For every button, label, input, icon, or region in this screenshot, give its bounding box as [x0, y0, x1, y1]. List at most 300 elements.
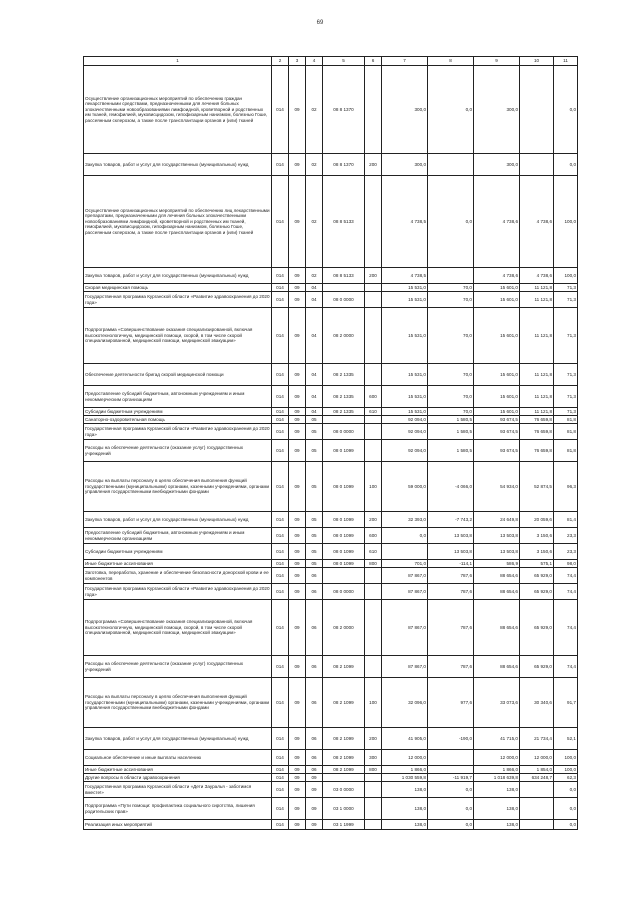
- table-cell: [323, 568, 365, 584]
- table-cell: 300,0: [382, 154, 428, 176]
- table-cell: -4 066,0: [428, 462, 474, 512]
- row-description: Расходы на обеспечение деятельности (оказание услуг) государственных учреждений: [84, 440, 272, 462]
- table-cell: 100: [365, 462, 382, 512]
- table-cell: 138,0: [474, 798, 520, 820]
- table-cell: 014: [272, 782, 289, 798]
- table-cell: 09: [306, 782, 323, 798]
- table-cell: 30 340,6: [520, 678, 554, 728]
- table-row: [84, 416, 578, 424]
- table-cell: 09: [289, 292, 306, 308]
- table-cell: 787,6: [428, 656, 474, 678]
- table-cell: 014: [272, 528, 289, 544]
- table-cell: 70,0: [428, 292, 474, 308]
- table-cell: 15 601,0: [474, 364, 520, 386]
- table-cell: 4 738,5: [382, 176, 428, 268]
- table-cell: 08 0 1099: [323, 528, 365, 544]
- table-cell: 92 094,0: [382, 424, 428, 440]
- table-row: [84, 678, 578, 728]
- table-cell: 12 000,0: [382, 750, 428, 766]
- row-description: Другие вопросы в области здравоохранения: [84, 774, 272, 782]
- table-cell: [365, 66, 382, 154]
- table-cell: 33 073,6: [474, 678, 520, 728]
- table-cell: 0,0: [428, 66, 474, 154]
- table-cell: [365, 600, 382, 656]
- table-row: [84, 462, 578, 512]
- col-header: 6: [365, 57, 382, 66]
- col-header: 8: [428, 57, 474, 66]
- table-row: [84, 268, 578, 284]
- table-row: [84, 386, 578, 408]
- table-cell: 06: [306, 600, 323, 656]
- table-row: [84, 766, 578, 774]
- row-description: Скорая медицинская помощь: [84, 284, 272, 292]
- table-cell: 014: [272, 284, 289, 292]
- table-cell: 08 0 1099: [323, 544, 365, 560]
- table-cell: 23,3: [554, 544, 578, 560]
- table-cell: 138,0: [382, 820, 428, 830]
- table-cell: [520, 782, 554, 798]
- table-cell: 09: [289, 462, 306, 512]
- table-cell: [323, 774, 365, 782]
- col-header: 10: [520, 57, 554, 66]
- table-cell: 787,6: [428, 568, 474, 584]
- table-cell: 15 601,0: [474, 284, 520, 292]
- table-cell: 08 2 1099: [323, 656, 365, 678]
- row-description: Государственная программа Курганской области «Развитие здравоохранения до 2020 года»: [84, 292, 272, 308]
- table-cell: [365, 284, 382, 292]
- table-cell: 09: [289, 416, 306, 424]
- table-cell: 0,0: [428, 820, 474, 830]
- table-cell: 014: [272, 440, 289, 462]
- table-cell: 100: [365, 678, 382, 728]
- col-header: 7: [382, 57, 428, 66]
- table-cell: [382, 544, 428, 560]
- table-cell: 1 866,0: [474, 766, 520, 774]
- table-cell: 74,4: [554, 656, 578, 678]
- table-cell: 06: [306, 568, 323, 584]
- table-cell: 09: [289, 308, 306, 364]
- table-cell: 65 929,0: [520, 656, 554, 678]
- row-description: Закупка товаров, работ и услуг для государственных (муниципальных) нужд: [84, 728, 272, 750]
- table-cell: 15 531,0: [382, 284, 428, 292]
- table-cell: 08 2 1335: [323, 386, 365, 408]
- table-cell: 600: [365, 386, 382, 408]
- table-cell: -7 743,2: [428, 512, 474, 528]
- table-cell: 014: [272, 364, 289, 386]
- table-row: [84, 154, 578, 176]
- table-cell: 09: [289, 66, 306, 154]
- table-cell: 08 8 1370: [323, 154, 365, 176]
- row-description: Реализация иных мероприятий: [84, 820, 272, 830]
- table-cell: 05: [306, 440, 323, 462]
- table-cell: [365, 308, 382, 364]
- table-row: [84, 568, 578, 584]
- table-cell: 1 030 559,8: [382, 774, 428, 782]
- table-cell: 13 503,8: [474, 544, 520, 560]
- table-cell: 014: [272, 766, 289, 774]
- table-cell: 08 0 0000: [323, 584, 365, 600]
- row-description: Предоставление субсидий бюджетным, автономным учреждениям и иным некоммерческим организациям: [84, 386, 272, 408]
- table-cell: 09: [289, 424, 306, 440]
- table-cell: [323, 284, 365, 292]
- table-cell: 200: [365, 154, 382, 176]
- col-header: 11: [554, 57, 578, 66]
- table-row: [84, 408, 578, 416]
- table-cell: 08 2 1099: [323, 728, 365, 750]
- table-cell: 09: [289, 408, 306, 416]
- table-cell: 300,0: [474, 154, 520, 176]
- table-cell: 014: [272, 176, 289, 268]
- table-cell: 09: [289, 750, 306, 766]
- col-header: 1: [84, 57, 272, 66]
- table-cell: [365, 364, 382, 386]
- table-cell: 586,9: [474, 560, 520, 568]
- table-cell: 09: [289, 728, 306, 750]
- table-cell: 100,0: [554, 176, 578, 268]
- table-cell: 02: [306, 176, 323, 268]
- table-cell: 15 601,0: [474, 386, 520, 408]
- table-cell: 21 734,4: [520, 728, 554, 750]
- row-description: Расходы на выплаты персоналу в целях обеспечения выполнения функций государственными (муниципальными) органами, казенными учреждениями, органами управления государственными внебюджетными фондами: [84, 678, 272, 728]
- table-cell: 88 654,6: [474, 600, 520, 656]
- table-cell: 09: [289, 600, 306, 656]
- table-cell: 014: [272, 154, 289, 176]
- col-header: 3: [289, 57, 306, 66]
- table-cell: 4 738,6: [520, 176, 554, 268]
- table-cell: 15 531,0: [382, 386, 428, 408]
- table-cell: 09: [289, 176, 306, 268]
- table-cell: 87 867,0: [382, 656, 428, 678]
- table-row: [84, 440, 578, 462]
- table-row: [84, 512, 578, 528]
- table-cell: 014: [272, 656, 289, 678]
- table-cell: 02: [306, 154, 323, 176]
- table-cell: 71,3: [554, 292, 578, 308]
- table-cell: 13 503,8: [428, 544, 474, 560]
- table-row: [84, 544, 578, 560]
- table-cell: 87 867,0: [382, 584, 428, 600]
- table-cell: 08 2 1335: [323, 408, 365, 416]
- table-cell: 610: [365, 408, 382, 416]
- table-cell: 09: [289, 656, 306, 678]
- table-cell: [365, 292, 382, 308]
- table-cell: 014: [272, 308, 289, 364]
- table-cell: 3 150,6: [520, 544, 554, 560]
- table-cell: 787,6: [428, 584, 474, 600]
- row-description: Подпрограмма «Совершенствование оказания специализированной, включая высокотехнологичную, медицинской помощи, скорой, в том числе скорой специализированной, медицинской помощи, медицинской эвакуации»: [84, 308, 272, 364]
- table-cell: 014: [272, 416, 289, 424]
- table-cell: 32 096,0: [382, 678, 428, 728]
- table-cell: 76 659,8: [520, 424, 554, 440]
- table-cell: -190,0: [428, 728, 474, 750]
- table-cell: 300,0: [474, 66, 520, 154]
- table-cell: 08 0 1099: [323, 512, 365, 528]
- table-cell: 15 531,0: [382, 308, 428, 364]
- table-cell: 08 8 1370: [323, 66, 365, 154]
- table-cell: [365, 820, 382, 830]
- table-cell: -11 919,7: [428, 774, 474, 782]
- table-cell: 04: [306, 386, 323, 408]
- col-header: 2: [272, 57, 289, 66]
- table-cell: 06: [306, 656, 323, 678]
- table-cell: [365, 440, 382, 462]
- table-cell: 05: [306, 528, 323, 544]
- table-row: [84, 656, 578, 678]
- budget-table: [83, 56, 578, 830]
- table-cell: [365, 584, 382, 600]
- col-header: 4: [306, 57, 323, 66]
- table-cell: 09: [289, 678, 306, 728]
- table-cell: 08 2 1335: [323, 364, 365, 386]
- table-cell: 014: [272, 268, 289, 284]
- row-description: Иные бюджетные ассигнования: [84, 560, 272, 568]
- row-description: Расходы на обеспечение деятельности (оказание услуг) государственных учреждений: [84, 656, 272, 678]
- table-cell: 13 503,8: [474, 528, 520, 544]
- table-row: [84, 560, 578, 568]
- table-cell: 09: [306, 798, 323, 820]
- table-cell: 23,3: [554, 528, 578, 544]
- table-cell: 70,0: [428, 284, 474, 292]
- table-cell: 71,3: [554, 408, 578, 416]
- table-cell: 014: [272, 600, 289, 656]
- table-cell: 11 121,8: [520, 284, 554, 292]
- table-cell: 4 738,5: [382, 268, 428, 284]
- table-cell: 15 531,0: [382, 408, 428, 416]
- table-cell: 014: [272, 750, 289, 766]
- table-cell: [520, 66, 554, 154]
- row-description: Предоставление субсидий бюджетным, автономным учреждениям и иным некоммерческим организациям: [84, 528, 272, 544]
- table-cell: [365, 424, 382, 440]
- table-cell: 41 715,0: [474, 728, 520, 750]
- table-cell: 014: [272, 568, 289, 584]
- table-row: [84, 600, 578, 656]
- row-description: Осуществление организационных мероприятий по обеспечению граждан лекарственными средствами, предназначенными для лечения больных злокачественными новообразованиями лимфоидной, кроветворной и родственных им тканей, гемофилией, муковисцидозом, гипофизарным нанизмом, болезнью Гоше, рассеянным склерозом, а также после трансплантации органов и (или) тканей: [84, 66, 272, 154]
- table-cell: [365, 798, 382, 820]
- table-cell: 81,8: [554, 424, 578, 440]
- table-cell: 0,0: [428, 782, 474, 798]
- table-cell: 06: [306, 584, 323, 600]
- table-row: [84, 820, 578, 830]
- table-cell: [323, 416, 365, 424]
- table-cell: 138,0: [474, 782, 520, 798]
- row-description: Субсидии бюджетным учреждениям: [84, 544, 272, 560]
- table-cell: 1 580,5: [428, 416, 474, 424]
- table-cell: 09: [289, 560, 306, 568]
- table-cell: 05: [306, 462, 323, 512]
- table-cell: [428, 766, 474, 774]
- row-description: Подпрограмма «Совершенствование оказания специализированной, включая высокотехнологичную, медицинской помощи, скорой, в том числе скорой специализированной, медицинской помощи, медицинской эвакуации»: [84, 600, 272, 656]
- table-cell: 014: [272, 728, 289, 750]
- table-cell: 59 000,0: [382, 462, 428, 512]
- table-cell: 87 867,0: [382, 600, 428, 656]
- table-cell: 014: [272, 66, 289, 154]
- table-cell: 41 905,0: [382, 728, 428, 750]
- table-cell: 09: [289, 820, 306, 830]
- table-cell: 09: [289, 512, 306, 528]
- table-cell: 15 531,0: [382, 364, 428, 386]
- table-cell: 1 580,5: [428, 424, 474, 440]
- table-cell: 0,0: [554, 66, 578, 154]
- table-cell: 62,3: [554, 774, 578, 782]
- table-cell: 04: [306, 408, 323, 416]
- table-cell: 71,3: [554, 308, 578, 364]
- table-cell: 100,0: [554, 766, 578, 774]
- table-cell: 15 531,0: [382, 292, 428, 308]
- table-cell: [365, 568, 382, 584]
- table-cell: 300: [365, 750, 382, 766]
- row-description: Осуществление организационных мероприятий по обеспечению лиц лекарственными препаратами, предназначенными для лечения больных злокачественными новообразованиями лимфоидной, кроветворной и родственных им тканей, гемофилией, муковисцидозом, гипофизарным нанизмом, болезнью Гоше, рассеянным склерозом, а также после трансплантации органов и (или) тканей: [84, 176, 272, 268]
- table-row: [84, 774, 578, 782]
- table-cell: 1 580,5: [428, 440, 474, 462]
- table-row: [84, 728, 578, 750]
- table-cell: 15 601,0: [474, 292, 520, 308]
- table-cell: 05: [306, 416, 323, 424]
- table-cell: 04: [306, 308, 323, 364]
- table-row: [84, 424, 578, 440]
- table-cell: 014: [272, 584, 289, 600]
- table-cell: 08 2 0000: [323, 600, 365, 656]
- col-header: 5: [323, 57, 365, 66]
- row-description: Заготовка, переработка, хранение и обеспечение безопасности донорской крови и ее компонентов: [84, 568, 272, 584]
- row-description: Расходы на выплаты персоналу в целях обеспечения выполнения функций государственными (муниципальными) органами, казенными учреждениями, органами управления государственными внебюджетными фондами: [84, 462, 272, 512]
- table-cell: 93 674,5: [474, 424, 520, 440]
- table-cell: [428, 154, 474, 176]
- table-cell: 09: [289, 284, 306, 292]
- table-cell: 65 929,0: [520, 584, 554, 600]
- table-cell: 32 393,0: [382, 512, 428, 528]
- table-cell: 71,3: [554, 284, 578, 292]
- table-cell: 09: [306, 820, 323, 830]
- table-cell: 87 867,0: [382, 568, 428, 584]
- table-cell: 74,4: [554, 600, 578, 656]
- table-cell: 71,3: [554, 364, 578, 386]
- table-cell: 05: [306, 544, 323, 560]
- table-cell: 0,0: [428, 176, 474, 268]
- table-cell: 701,0: [382, 560, 428, 568]
- table-row: [84, 308, 578, 364]
- table-cell: 03 1 0000: [323, 798, 365, 820]
- table-cell: 4 738,6: [474, 268, 520, 284]
- row-description: Санаторно-оздоровительная помощь: [84, 416, 272, 424]
- table-cell: 98,0: [554, 560, 578, 568]
- table-cell: 74,4: [554, 584, 578, 600]
- table-cell: 08 2 1099: [323, 678, 365, 728]
- table-cell: 300,0: [382, 66, 428, 154]
- table-cell: 138,0: [382, 798, 428, 820]
- table-cell: 09: [289, 774, 306, 782]
- table-cell: [428, 750, 474, 766]
- table-cell: 06: [306, 728, 323, 750]
- table-cell: 11 121,8: [520, 292, 554, 308]
- table-cell: 014: [272, 462, 289, 512]
- row-description: Закупка товаров, работ и услуг для государственных (муниципальных) нужд: [84, 268, 272, 284]
- table-cell: 88 654,6: [474, 656, 520, 678]
- table-cell: 08 2 1099: [323, 766, 365, 774]
- table-cell: 15 601,0: [474, 408, 520, 416]
- table-cell: 02: [306, 66, 323, 154]
- table-cell: 09: [289, 440, 306, 462]
- table-cell: 014: [272, 820, 289, 830]
- table-cell: 977,6: [428, 678, 474, 728]
- table-row: [84, 750, 578, 766]
- table-cell: 0,0: [554, 820, 578, 830]
- table-cell: 1 866,0: [382, 766, 428, 774]
- table-cell: 08 8 5133: [323, 268, 365, 284]
- table-cell: 05: [306, 424, 323, 440]
- row-description: Иные бюджетные ассигнования: [84, 766, 272, 774]
- table-cell: 138,0: [474, 820, 520, 830]
- table-cell: 24 649,8: [474, 512, 520, 528]
- table-cell: 74,4: [554, 568, 578, 584]
- table-row: [84, 176, 578, 268]
- table-cell: 014: [272, 774, 289, 782]
- table-cell: 014: [272, 512, 289, 528]
- table-cell: 0,0: [382, 528, 428, 544]
- table-cell: 12 000,0: [520, 750, 554, 766]
- table-cell: 96,3: [554, 462, 578, 512]
- table-cell: 13 503,8: [428, 528, 474, 544]
- table-cell: 0,0: [428, 798, 474, 820]
- table-cell: 09: [289, 544, 306, 560]
- table-cell: 88 654,6: [474, 584, 520, 600]
- table-cell: 08 0 1099: [323, 462, 365, 512]
- table-cell: 1 854,0: [520, 766, 554, 774]
- table-cell: 08 2 0000: [323, 308, 365, 364]
- table-cell: 100,0: [554, 750, 578, 766]
- table-cell: 92 094,0: [382, 416, 428, 424]
- table-cell: 88 654,6: [474, 568, 520, 584]
- row-description: Государственная программа Курганской области «Развитие здравоохранения до 2020 года»: [84, 584, 272, 600]
- table-cell: 52 874,5: [520, 462, 554, 512]
- table-cell: 11 121,8: [520, 408, 554, 416]
- table-cell: 800: [365, 766, 382, 774]
- table-cell: 09: [289, 386, 306, 408]
- table-cell: 81,4: [554, 512, 578, 528]
- table-cell: 15 601,0: [474, 308, 520, 364]
- table-cell: 634 248,7: [520, 774, 554, 782]
- table-cell: [520, 154, 554, 176]
- table-cell: 12 000,0: [474, 750, 520, 766]
- table-cell: 800: [365, 560, 382, 568]
- table-cell: 014: [272, 544, 289, 560]
- table-cell: 05: [306, 512, 323, 528]
- table-cell: 0,0: [554, 154, 578, 176]
- table-cell: 08 0 0000: [323, 424, 365, 440]
- table-cell: 06: [306, 766, 323, 774]
- table-cell: 09: [289, 782, 306, 798]
- table-cell: 54 934,0: [474, 462, 520, 512]
- table-cell: 65 929,0: [520, 568, 554, 584]
- table-cell: 03 1 1999: [323, 820, 365, 830]
- page-number: 69: [316, 20, 324, 26]
- table-cell: 09: [289, 268, 306, 284]
- table-header-row: [84, 57, 578, 66]
- table-cell: 200: [365, 728, 382, 750]
- table-cell: 05: [306, 560, 323, 568]
- table-cell: 06: [306, 750, 323, 766]
- table-cell: 52,1: [554, 728, 578, 750]
- table-cell: 09: [289, 584, 306, 600]
- table-cell: 81,8: [554, 416, 578, 424]
- table-cell: 04: [306, 292, 323, 308]
- table-cell: 76 659,8: [520, 416, 554, 424]
- table-cell: 09: [289, 568, 306, 584]
- table-cell: 65 929,0: [520, 600, 554, 656]
- table-cell: [365, 774, 382, 782]
- table-cell: 11 121,8: [520, 308, 554, 364]
- table-cell: [365, 416, 382, 424]
- table-row: [84, 782, 578, 798]
